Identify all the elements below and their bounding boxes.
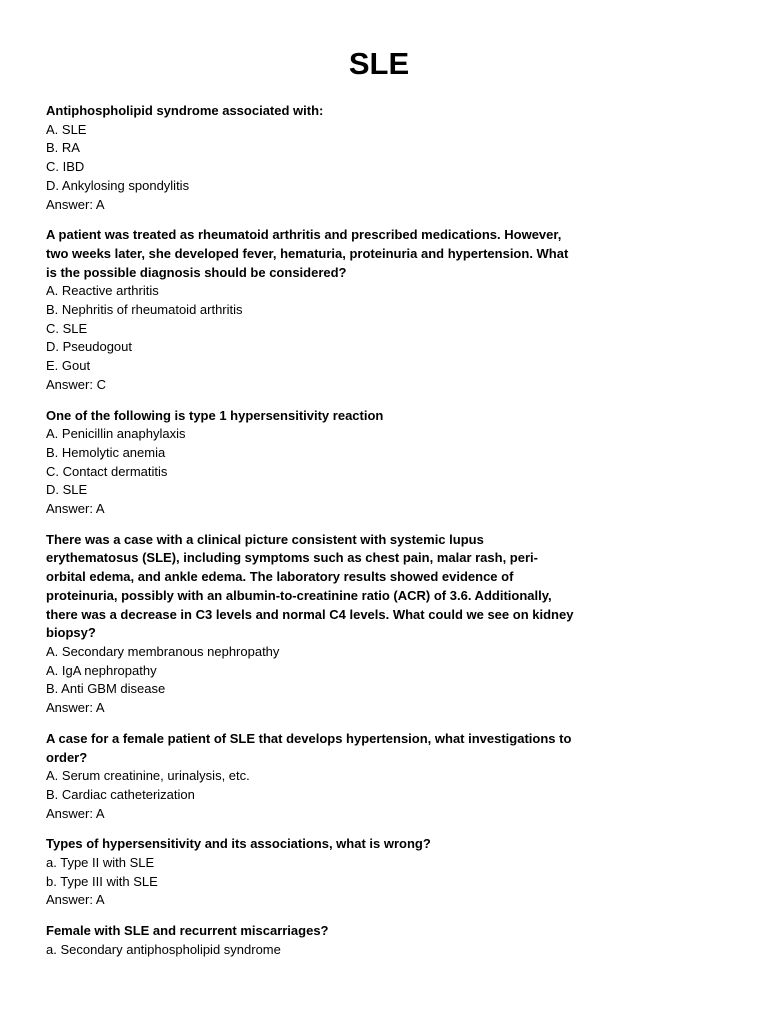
- question-text: A patient was treated as rheumatoid arthritis and prescribed medications. However, two weeks later, she developed fever, hematuria, proteinuria and hypertension. What is the possible diagnosis should be considered?: [46, 227, 569, 280]
- answer-option: B. Hemolytic anemia: [46, 444, 166, 460]
- answer-option: D. Pseudogout: [46, 339, 133, 355]
- answer-option: E. Gout: [46, 358, 91, 374]
- question-text: One of the following is type 1 hypersensitivity reaction: [46, 407, 384, 423]
- answer-option: A. Serum creatinine, urinalysis, etc.: [46, 768, 250, 784]
- correct-answer: Answer: A: [46, 501, 105, 517]
- questions-list: [46, 102, 576, 972]
- correct-answer: Answer: A: [46, 700, 105, 716]
- question-block: [46, 922, 576, 959]
- question-block: [46, 226, 576, 394]
- question-text: A case for a female patient of SLE that develops hypertension, what investigations to order?: [46, 730, 572, 765]
- answer-option: C. Contact dermatitis: [46, 463, 168, 479]
- correct-answer: Answer: A: [46, 805, 105, 821]
- answer-option: A. Penicillin anaphylaxis: [46, 426, 186, 442]
- question-text: Types of hypersensitivity and its associations, what is wrong?: [46, 836, 431, 852]
- question-block: [46, 835, 576, 910]
- answer-option: B. RA: [46, 140, 80, 156]
- answer-option: B. Anti GBM disease: [46, 681, 166, 697]
- answer-option: A. SLE: [46, 121, 87, 137]
- question-text: Antiphospholipid syndrome associated with:: [46, 103, 324, 118]
- answer-option: B. Nephritis of rheumatoid arthritis: [46, 302, 243, 318]
- answer-option: A. IgA nephropathy: [46, 662, 157, 678]
- answer-option: D. SLE: [46, 482, 88, 498]
- question-text: There was a case with a clinical picture consistent with systemic lupus erythematosus (SLE), including symptoms such as chest pain, malar rash, peri-orbital edema, and ankle edema. The laboratory results showed evidence of proteinuria, possibly with an albumin-to-creatinine ratio (ACR) of 3.6. Additionally, there was a decrease in C3 levels and normal C4 levels. What could we see on kidney biopsy?: [46, 531, 574, 641]
- correct-answer: Answer: A: [46, 196, 105, 212]
- question-block: [46, 407, 576, 519]
- question-text: Female with SLE and recurrent miscarriages?: [46, 923, 329, 939]
- answer-option: C. IBD: [46, 159, 85, 175]
- answer-option: a. Type II with SLE: [46, 855, 155, 871]
- answer-option: A. Secondary membranous nephropathy: [46, 643, 280, 659]
- answer-option: D. Ankylosing spondylitis: [46, 177, 190, 193]
- answer-option: b. Type III with SLE: [46, 873, 158, 889]
- answer-option: a. Secondary antiphospholipid syndrome: [46, 941, 281, 957]
- correct-answer: Answer: A: [46, 892, 105, 908]
- correct-answer: Answer: C: [46, 376, 106, 392]
- document-title: SLE: [348, 46, 410, 81]
- question-block: [46, 531, 576, 718]
- question-block: [46, 102, 576, 214]
- answer-option: A. Reactive arthritis: [46, 283, 159, 299]
- answer-option: C. SLE: [46, 320, 88, 336]
- answer-option: B. Cardiac catheterization: [46, 786, 195, 802]
- question-block: [46, 730, 576, 824]
